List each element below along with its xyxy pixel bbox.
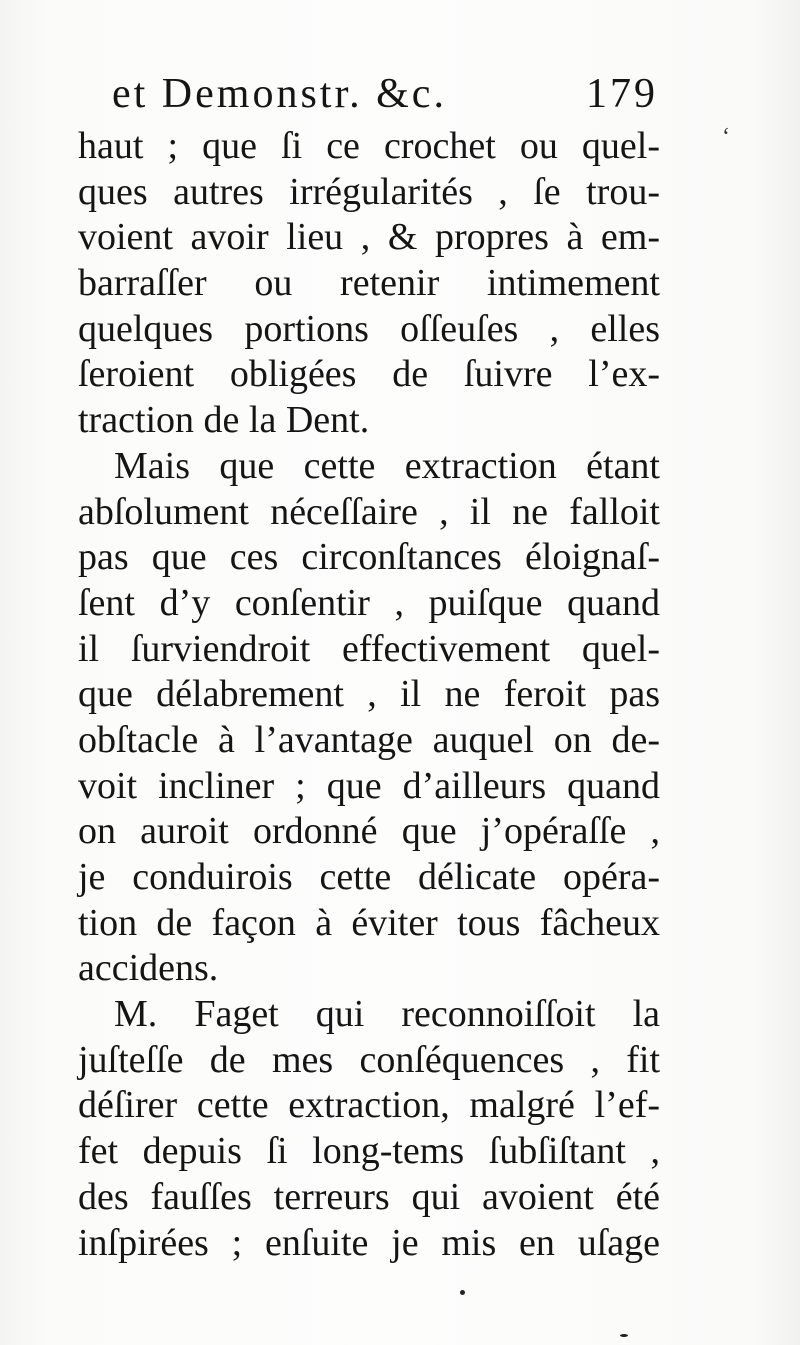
text-line: pas que ces circonſtances éloignaſ- [78,536,660,579]
margin-mark: ‘ [722,124,730,150]
text-line: je conduirois cette délicate opéra- [78,856,660,898]
page-number: 179 [586,71,658,117]
text-line: Mais que cette extraction étant [114,444,660,487]
running-head-title: et Demonstr. &c. [112,71,447,117]
paragraph-2 [78,444,660,992]
text-line: ques autres irrégularités , ſe trou- [78,170,660,213]
paragraph-1 [78,124,660,444]
text-line: obſtacle à l’avantage auquel on de- [78,718,660,761]
body-text [78,124,660,1266]
text-line: juſteſſe de mes conſéquences , fit [78,1038,660,1081]
text-line: fet depuis ſi long-tems ſubſiſtant , [78,1130,660,1173]
running-head [112,70,658,120]
text-line: déſirer cette extraction, malgré l’ef- [78,1084,660,1127]
text-line: voit incliner ; que d’ailleurs quand [78,764,660,807]
text-line: barraſſer ou retenir intimement [78,262,660,305]
text-line: ſeroient obligées de ſuivre l’ex- [78,353,660,396]
text-line: il ſurviendroit effectivement quel- [78,627,660,670]
text-line: que délabrement , il ne feroit pas [78,673,660,716]
ink-speck [460,1290,465,1295]
ink-speck [620,1334,628,1337]
text-line: inſpirées ; enſuite je mis en uſage [78,1221,660,1264]
text-line: on auroit ordonné que j’opéraſſe , [78,810,660,853]
text-line: M. Faget qui reconnoiſſoit la [114,993,660,1036]
text-line: des fauſſes terreurs qui avoient été [78,1175,660,1218]
paragraph-3 [78,992,660,1266]
text-line: ſent d’y conſentir , puiſque quand [78,581,660,624]
text-line: traction de la Dent. [78,399,370,442]
text-line: accidens. [78,947,219,990]
text-line: tion de façon à éviter tous fâcheux [78,901,660,944]
text-line: voient avoir lieu , & propres à em- [78,216,660,259]
text-line: abſolument néceſſaire , il ne falloit [78,490,660,533]
text-line: haut ; que ſi ce crochet ou quel- [78,125,660,167]
text-line: quelques portions oſſeuſes , elles [78,307,660,350]
